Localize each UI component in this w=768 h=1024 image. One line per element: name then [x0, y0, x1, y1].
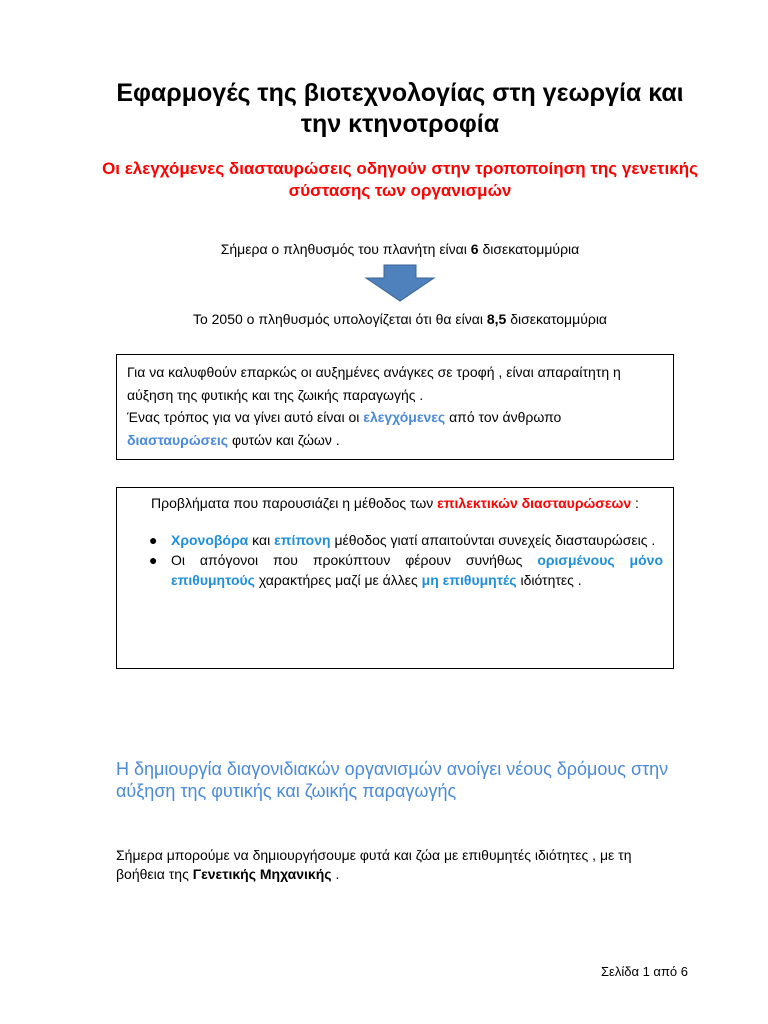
population-2050-value: 8,5 — [486, 311, 507, 327]
list-item: ● Οι απόγονοι που προκύπτουν φέρουν συνήθως ορισμένους μόνο επιθυμητούς χαρακτήρες μαζί με άλλες μη επιθυμητές ιδιότητες . — [149, 552, 663, 588]
needs-text: Για να καλυφθούν επαρκώς οι αυξημένες ανάγκες σε τροφή , είναι απαραίτητη η αύξηση της φυτικής και της ζωικής παραγωγής . — [127, 364, 621, 403]
section-heading: Η δημιουργία διαγονιδιακών οργανισμών ανοίγει νέους δρόμους στην αύξηση της φυτικής και ζωικής παραγωγής — [116, 759, 669, 801]
needs-box: Για να καλυφθούν επαρκώς οι αυξημένες ανάγκες σε τροφή , είναι απαραίτητη η αύξηση της φυτικής και της ζωικής παραγωγής . Ένας τρόπος για να γίνει αυτό είναι οι ελεγχόμενες από τον άνθρωπο διασταυρώσεις φυτών και ζώων . — [116, 354, 674, 460]
crosses-highlight: διασταυρώσεις — [127, 431, 229, 448]
population-2050: Το 2050 ο πληθυσμός υπολογίζεται ότι θα είναι 8,5 δισεκατομμύρια — [192, 311, 608, 327]
genetic-engineering-term: Γενετικής Μηχανικής — [192, 866, 332, 882]
genetic-engineering-paragraph: Σήμερα μπορούμε να δημιουργήσουμε φυτά και ζώα με επιθυμητές ιδιότητες , με τη βοήθεια της Γενετικής Μηχανικής . — [116, 847, 632, 882]
selective-crosses-highlight: επιλεκτικών διασταυρώσεων — [437, 495, 632, 511]
down-arrow-icon — [364, 264, 436, 302]
list-item: ● Χρονοβόρα και επίπονη μέθοδος γιατί απαιτούνται συνεχείς διασταυρώσεις . — [149, 532, 656, 548]
page-title: Εφαρμογές της βιοτεχνολογίας στη γεωργία και την κτηνοτροφία — [116, 79, 684, 138]
bullet-dot: ● — [149, 552, 158, 568]
bullet-dot: ● — [149, 532, 158, 548]
problems-list — [127, 530, 663, 590]
problems-heading: Προβλήματα που παρουσιάζει η μέθοδος των επιλεκτικών διασταυρώσεων : — [151, 495, 639, 511]
page-number: Σελίδα 1 από 6 — [600, 964, 688, 979]
population-now-value: 6 — [470, 241, 479, 257]
population-now: Σήμερα ο πληθυσμός του πλανήτη είναι 6 δισεκατομμύρια — [220, 241, 580, 257]
controlled-highlight: ελεγχόμενες — [363, 409, 446, 425]
problems-box — [116, 487, 674, 669]
page-subtitle: Οι ελεγχόμενες διασταυρώσεις οδηγούν στην τροποποίηση της γενετικής σύστασης των οργανισμών — [102, 159, 698, 200]
